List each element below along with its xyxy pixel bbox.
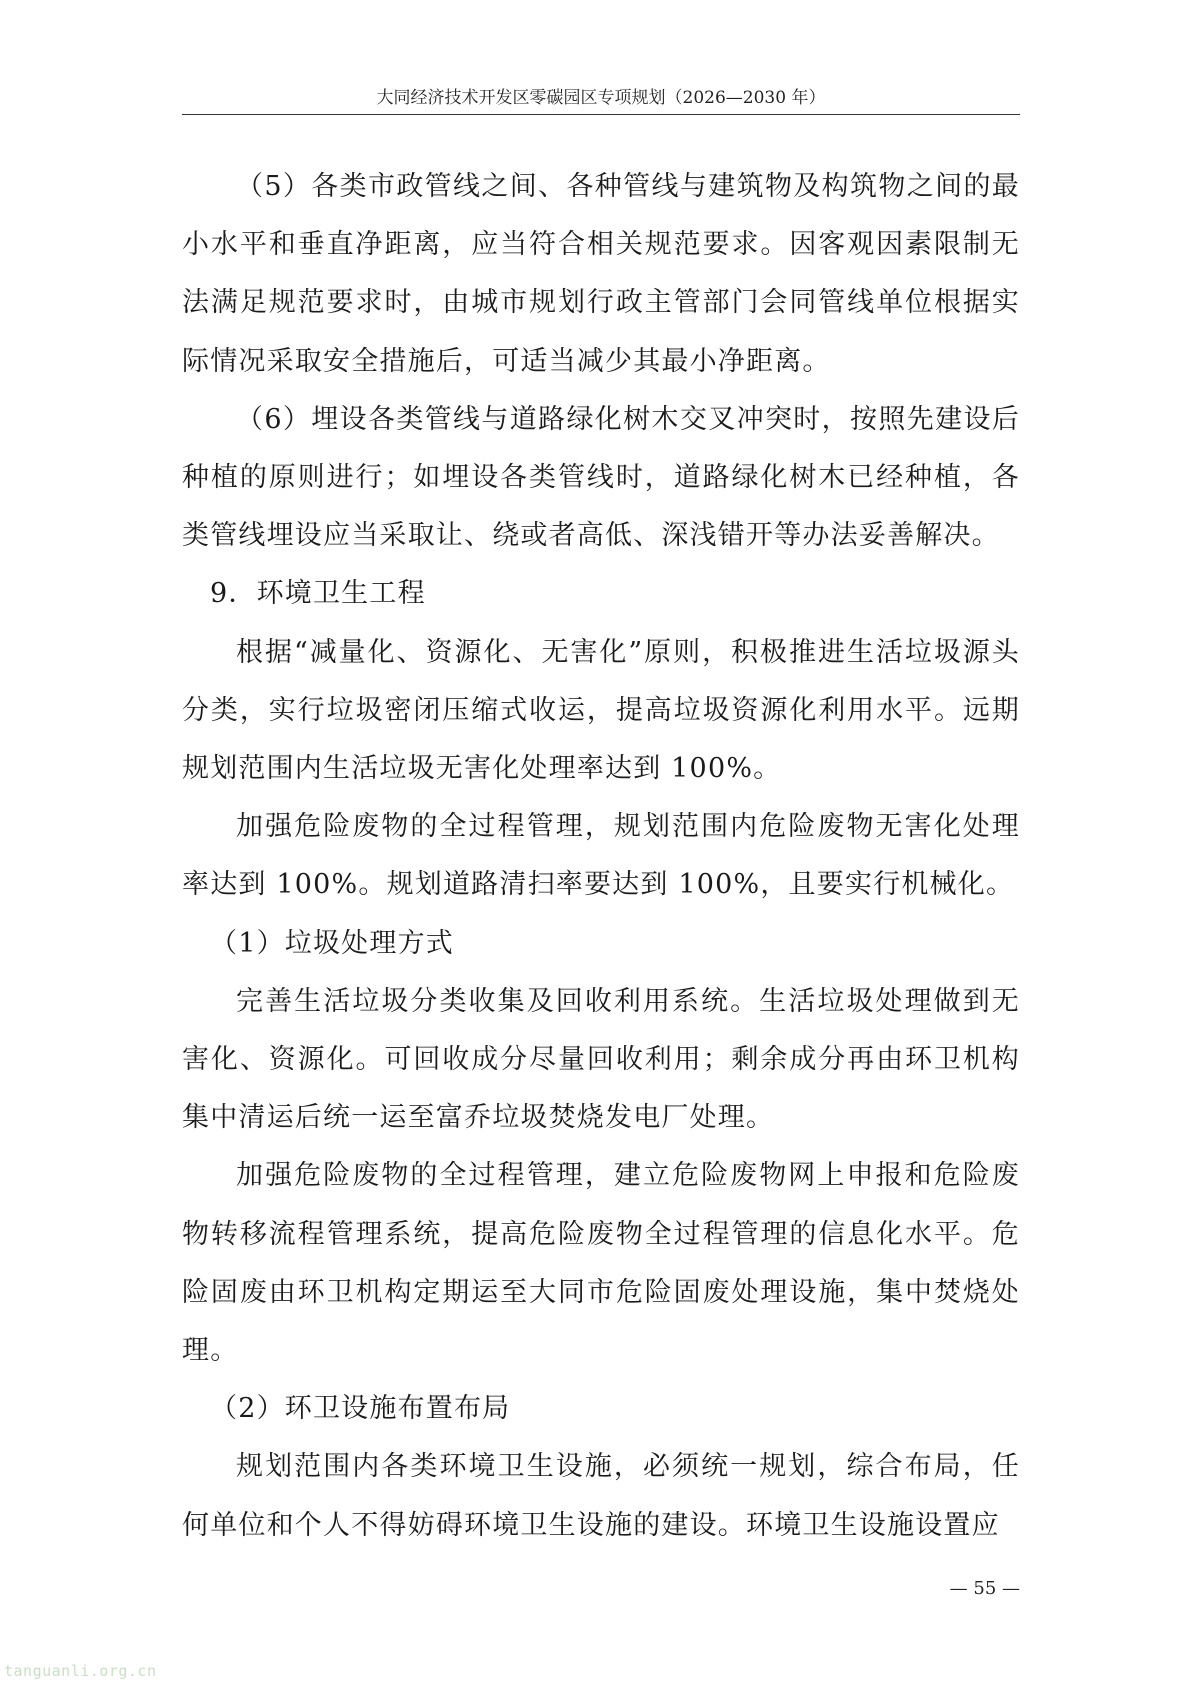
- section-heading-sanitation: 9．环境卫生工程: [210, 578, 426, 610]
- page-header-title: 大同经济技术开发区零碳园区专项规划（2026—2030 年）: [376, 88, 826, 108]
- subheading-facility-layout: （2）环卫设施布置布局: [210, 1393, 511, 1425]
- paragraph-pipeline-clearance: （5）各类市政管线之间、各种管线与建筑物及构筑物之间的最小水平和垂直净距离，应当符合相关规范要求。因客观因素限制无法满足规范要求时，由城市规划行政主管部门会同管线单位根据实际情况采取安全措施后，可适当减少其最小净距离。: [182, 171, 1020, 377]
- paragraph-waste-sorting: 完善生活垃圾分类收集及回收利用系统。生活垃圾处理做到无害化、资源化。可回收成分尽量回收利用；剩余成分再由环卫机构集中清运后统一运至富乔垃圾焚烧发电厂处理。: [182, 985, 1020, 1134]
- paragraph-hazardous-waste-rate: 加强危险废物的全过程管理，规划范围内危险废物无害化处理率达到 100%。规划道路清扫率要达到 100%，且要实行机械化。: [182, 811, 1020, 901]
- paragraph-sanitation-principle: 根据“减量化、资源化、无害化”原则，积极推进生活垃圾源头分类，实行垃圾密闭压缩式收运，提高垃圾资源化利用水平。远期规划范围内生活垃圾无害化处理率达到 100%。: [182, 636, 1020, 785]
- paragraph-pipeline-greening-conflict: （6）埋设各类管线与道路绿化树木交叉冲突时，按照先建设后种植的原则进行；如埋设各类管线时，道路绿化树木已经种植，各类管线埋设应当采取让、绕或者高低、深浅错开等办法妥善解决。: [182, 403, 1020, 552]
- document-body: [182, 158, 1020, 1555]
- watermark-text: tanguanli.org.cn: [4, 1662, 157, 1680]
- paragraph-hazardous-waste-management: 加强危险废物的全过程管理，建立危险废物网上申报和危险废物转移流程管理系统，提高危险废物全过程管理的信息化水平。危险固废由环卫机构定期运至大同市危险固废处理设施，集中焚烧处理。: [182, 1160, 1020, 1367]
- page-number: — 55 —: [949, 1578, 1020, 1599]
- paragraph-facility-planning: 规划范围内各类环境卫生设施，必须统一规划，综合布局，任何单位和个人不得妨碍环境卫生设施的建设。环境卫生设施设置应: [182, 1451, 1020, 1541]
- subheading-waste-treatment: （1）垃圾处理方式: [210, 927, 454, 959]
- header-divider: [182, 114, 1020, 115]
